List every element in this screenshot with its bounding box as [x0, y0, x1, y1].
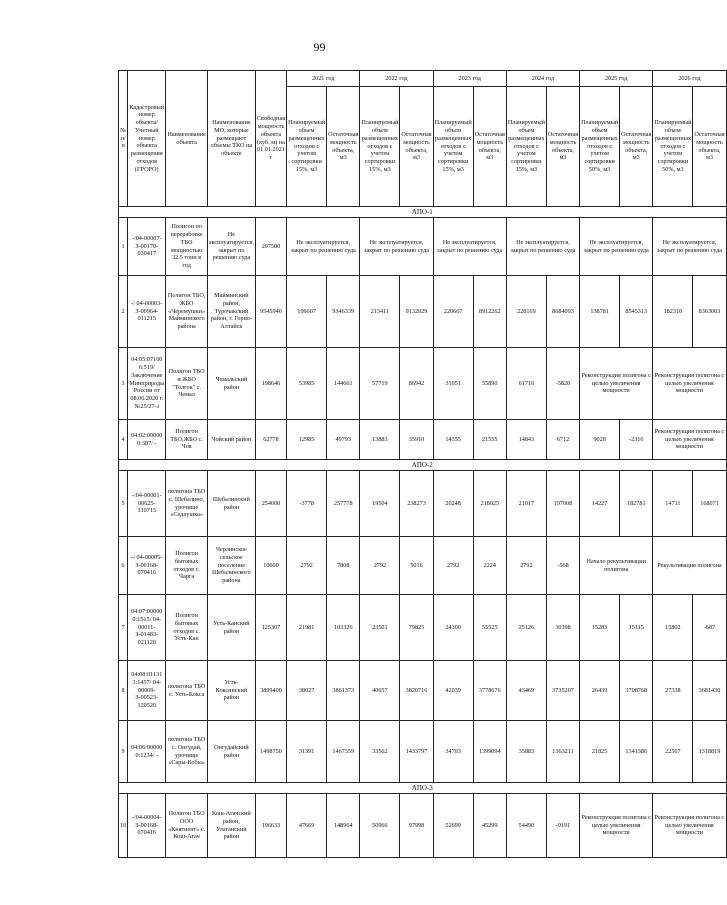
- section-label: АПО-2: [119, 460, 727, 471]
- planned-2022: Планируемый объем размещенных отходов с учетом сортировки 15%, м3: [360, 87, 400, 207]
- row-name: Полигон ТБО ООО «Княтиент» с. Кош-Агач: [166, 794, 208, 858]
- cell: 2792: [287, 537, 327, 595]
- year-2025: 2025 год: [580, 71, 653, 87]
- cell: 57719: [360, 348, 400, 420]
- row-note-2026: Реконструкция полигона с целью увеличения мощности: [653, 420, 726, 460]
- col-free-capacity: Свободная мощность объекта (куб. м) на 01.01.2021 г: [255, 71, 286, 207]
- cell: -5820: [546, 348, 579, 420]
- row-cadastral: 04:07:00000 0:1515/ 04-00011-З-01483-021120: [128, 595, 166, 661]
- cell: 199607: [287, 276, 327, 348]
- row-capacity: 1498750: [255, 721, 286, 783]
- cell: 25126: [506, 595, 546, 661]
- residual-2026: Остаточная мощность объекта, м3: [693, 87, 726, 207]
- row-note-2024: Не эксплуатируется, закрыт по решению суда: [506, 218, 579, 276]
- year-2022: 2022 год: [360, 71, 433, 87]
- cell: 3861373: [327, 661, 360, 721]
- residual-2021: Остаточная мощность объекта, м3: [327, 87, 360, 207]
- row-note-2025: Не эксплуатируется, закрыт по решению суда: [580, 218, 653, 276]
- cell: 13883: [360, 420, 400, 460]
- row-municipality: Чойский район: [207, 420, 255, 460]
- row-note-2026: Не эксплуатируется, закрыт по решению суда: [653, 218, 726, 276]
- row-num: 3: [119, 348, 128, 420]
- cell: 20248: [433, 471, 473, 537]
- row-note-2025: Начало рекультивации полигона: [580, 537, 653, 595]
- cell: 220667: [433, 276, 473, 348]
- row-num: 1: [119, 218, 128, 276]
- cell: 24300: [433, 595, 473, 661]
- cell: 79825: [400, 595, 433, 661]
- cell: 6712: [546, 420, 579, 460]
- row-capacity: 196633: [255, 794, 286, 858]
- cell: 34703: [433, 721, 473, 783]
- cell: -687: [693, 595, 726, 661]
- col-municipality: Наименование МО, которые размещают объемы ТКО на объекте: [207, 71, 255, 207]
- cell: 49793: [327, 420, 360, 460]
- cell: 12985: [287, 420, 327, 460]
- row-note-2025: Реконструкция полигона с целью увеличения мощности: [580, 794, 653, 858]
- row-num: 6: [119, 537, 128, 595]
- waste-facilities-table: [118, 70, 727, 858]
- planned-2021: Планируемый объем размещенных отходов с учетом сортировки 15%, м3: [287, 87, 327, 207]
- cell: 7808: [327, 537, 360, 595]
- cell: 45299: [473, 794, 506, 858]
- row-note-2022: Не эксплуатируется, закрыт по решению суда: [360, 218, 433, 276]
- cell: 9028: [580, 420, 620, 460]
- cell: 33562: [360, 721, 400, 783]
- cell: 1318819: [693, 721, 726, 783]
- planned-2024: Планируемый объем размещенных отходов с учетом сортировки 15%, м3: [506, 87, 546, 207]
- cell: 86942: [400, 348, 433, 420]
- cell: 42039: [433, 661, 473, 721]
- row-capacity: 198646: [255, 348, 286, 420]
- row-cadastral: -/ 04-00005-З-00168-070416: [128, 537, 166, 595]
- cell: 8912262: [473, 276, 506, 348]
- cell: 228169: [506, 276, 546, 348]
- cell: 9346339: [327, 276, 360, 348]
- cell: 2224: [473, 537, 506, 595]
- cell: 182310: [653, 276, 693, 348]
- row-municipality: Кош-Агачский район, Улаганский район: [207, 794, 255, 858]
- row-cadastral: -/04-00004-З-00168-070416: [128, 794, 166, 858]
- table-row: [119, 276, 727, 348]
- cell: 197008: [546, 471, 579, 537]
- cell: 168071: [693, 471, 726, 537]
- cell: 1467359: [327, 721, 360, 783]
- cell: 213411: [360, 276, 400, 348]
- row-municipality: Онгудайский район: [207, 721, 255, 783]
- cell: -568: [546, 537, 579, 595]
- cell: 3820716: [400, 661, 433, 721]
- row-municipality: Не эксплуатируется, закрыт по решению суда: [207, 218, 255, 276]
- row-num: 2: [119, 276, 128, 348]
- row-name: Полигон бытовых отходов с. Усть-Кан: [166, 595, 208, 661]
- cell: 15802: [653, 595, 693, 661]
- cell: 14711: [653, 471, 693, 537]
- cell: 53985: [287, 348, 327, 420]
- row-capacity: 9545946: [255, 276, 286, 348]
- cell: 1363211: [546, 721, 579, 783]
- cell: 238273: [400, 471, 433, 537]
- year-2023: 2023 год: [433, 71, 506, 87]
- row-capacity: 3899400: [255, 661, 286, 721]
- row-cadastral: 04:05:07100 6:519/ Заключение Минприроды России от 08.06.2020 г. №25/27-з: [128, 348, 166, 420]
- cell: 3778676: [473, 661, 506, 721]
- year-2021: 2021 год: [287, 71, 360, 87]
- cell: 103326: [327, 595, 360, 661]
- cell: 14355: [433, 420, 473, 460]
- row-capacity: 297500: [255, 218, 286, 276]
- residual-2025: Остаточная мощность объекта, м3: [620, 87, 653, 207]
- table-row: [119, 218, 727, 276]
- table-row: [119, 595, 727, 661]
- cell: 21981: [287, 595, 327, 661]
- row-num: 10: [119, 794, 128, 858]
- cell: 8684093: [546, 276, 579, 348]
- cell: 144661: [327, 348, 360, 420]
- cell: 14843: [506, 420, 546, 460]
- cell: 22567: [653, 721, 693, 783]
- planned-2023: Планируемый объем размещенных отходов с учетом сортировки 15%, м3: [433, 87, 473, 207]
- row-name: Полигон ТБО,ЖБО с. Чоя: [166, 420, 208, 460]
- row-name: Полигон ТБО, ЖБО «Черемушки» Майминского района: [166, 276, 208, 348]
- table-row: [119, 537, 727, 595]
- cell: 35883: [506, 721, 546, 783]
- cell: 31051: [433, 348, 473, 420]
- row-municipality: Усть-Коксинский район: [207, 661, 255, 721]
- cell: 61710: [506, 348, 546, 420]
- table-row: [119, 420, 727, 460]
- cell: 1341386: [620, 721, 653, 783]
- row-name: Полигон ТБО и ЖБО "Толгок" с. Чемал: [166, 348, 208, 420]
- row-cadastral: 04:02:00000 0:387/ -: [128, 420, 166, 460]
- cell: 138781: [580, 276, 620, 348]
- planned-2025: Планируемый объем размещенных отходов с учетом сортировки 50%, м3: [580, 87, 620, 207]
- cell: 40657: [360, 661, 400, 721]
- cell: 31391: [287, 721, 327, 783]
- cell: 15115: [620, 595, 653, 661]
- table-row: [119, 471, 727, 537]
- cell: -2316: [620, 420, 653, 460]
- cell: 38027: [287, 661, 327, 721]
- cell: 50966: [360, 794, 400, 858]
- row-municipality: Усть-Канский район: [207, 595, 255, 661]
- row-note-2021: Не эксплуатируется, закрыт по решению суда: [287, 218, 360, 276]
- row-cadastral: -/04-00001-00625-310715: [128, 471, 166, 537]
- cell: 55890: [473, 348, 506, 420]
- cell: 2792: [506, 537, 546, 595]
- row-num: 4: [119, 420, 128, 460]
- table-row: [119, 661, 727, 721]
- cell: 23501: [360, 595, 400, 661]
- cell: 35910: [400, 420, 433, 460]
- residual-2022: Остаточная мощность объекта, м3: [400, 87, 433, 207]
- row-num: 9: [119, 721, 128, 783]
- cell: 1433797: [400, 721, 433, 783]
- cell: 21017: [506, 471, 546, 537]
- row-municipality: Черлинское сельское поселение Шебалинского района: [207, 537, 255, 595]
- cell: 27338: [653, 661, 693, 721]
- cell: 218025: [473, 471, 506, 537]
- cell: 30398: [546, 595, 579, 661]
- cell: 3681430: [693, 661, 726, 721]
- cell: -3778: [287, 471, 327, 537]
- row-municipality: Майминский район, Турочакский район, г. Горно-Алтайск: [207, 276, 255, 348]
- cell: 2792: [433, 537, 473, 595]
- cell: 54490: [506, 794, 546, 858]
- row-name: Полигон бытовых отходов с. Чарга: [166, 537, 208, 595]
- page-number: 99: [313, 40, 326, 54]
- cell: 14227: [580, 471, 620, 537]
- section-label: АПО-1: [119, 207, 727, 218]
- cell: 21555: [473, 420, 506, 460]
- cell: 21825: [580, 721, 620, 783]
- row-cadastral: 04:06:00000 0:1234/ -: [128, 721, 166, 783]
- cell: 52699: [433, 794, 473, 858]
- row-name: полигона ТБО с. Усть-Кокса: [166, 661, 208, 721]
- section-label: АПО-3: [119, 783, 727, 794]
- table-row: [119, 721, 727, 783]
- cell: 9132929: [400, 276, 433, 348]
- col-cadastral: Кадастровый номер объекта/ Учетный номер объекта размещения отходов (ГРОРО): [128, 71, 166, 207]
- cell: 19504: [360, 471, 400, 537]
- row-cadastral: 04:08:01131 3:1457/ 04-00009-З-00523-120520: [128, 661, 166, 721]
- planned-2026: Планируемый объем размещенных отходов с учетом сортировки 50%, м3: [653, 87, 693, 207]
- cell: 148964: [327, 794, 360, 858]
- row-name: полигона ТБО с. Шебалино, урочище «Седлушка»: [166, 471, 208, 537]
- year-2026: 2026 год: [653, 71, 726, 87]
- cell: -9191: [546, 794, 579, 858]
- row-num: 8: [119, 661, 128, 721]
- cell: 2792: [360, 537, 400, 595]
- row-note-2025: Реконструкция полигона с целью увеличения мощности: [580, 348, 653, 420]
- row-capacity: 125307: [255, 595, 286, 661]
- cell: 182781: [620, 471, 653, 537]
- residual-2023: Остаточная мощность объекта, м3: [473, 87, 506, 207]
- cell: 15283: [580, 595, 620, 661]
- row-note-2023: Не эксплуатируется, закрыт по решению суда: [433, 218, 506, 276]
- row-note-2026: Реконструкция полигона с целью увеличения мощности: [653, 794, 726, 858]
- col-num: № п/п: [119, 71, 128, 207]
- row-capacity: 62778: [255, 420, 286, 460]
- cell: 43469: [506, 661, 546, 721]
- cell: 3735207: [546, 661, 579, 721]
- row-name: полигона ТБО с. Онгудай, урочище «Сары-Кобы»: [166, 721, 208, 783]
- row-note-2026: Реконструкция полигона с целью увеличения мощности: [653, 348, 726, 420]
- cell: 47669: [287, 794, 327, 858]
- residual-2024: Остаточная мощность объекта, м3: [546, 87, 579, 207]
- row-municipality: Чемальский район: [207, 348, 255, 420]
- row-municipality: Шебалинский район: [207, 471, 255, 537]
- cell: 257778: [327, 471, 360, 537]
- cell: 1399094: [473, 721, 506, 783]
- cell: 26439: [580, 661, 620, 721]
- cell: 8545313: [620, 276, 653, 348]
- table-row: [119, 794, 727, 858]
- row-name: Полигон по переработке ТБО мощностью 32.5 тонн в год: [166, 218, 208, 276]
- year-2024: 2024 год: [506, 71, 579, 87]
- row-cadastral: -/ 04-00003-З-00964-011215: [128, 276, 166, 348]
- col-name: Наименование объекта: [166, 71, 208, 207]
- row-capacity: 10600: [255, 537, 286, 595]
- row-capacity: 254000: [255, 471, 286, 537]
- cell: 8363003: [693, 276, 726, 348]
- table-row: [119, 348, 727, 420]
- cell: 97998: [400, 794, 433, 858]
- cell: 5016: [400, 537, 433, 595]
- cell: 3708768: [620, 661, 653, 721]
- row-num: 5: [119, 471, 128, 537]
- cell: 55525: [473, 595, 506, 661]
- row-num: 7: [119, 595, 128, 661]
- row-cadastral: -/04-00007-З-00170-030417: [128, 218, 166, 276]
- row-note-2026: Рекультивация полигона: [653, 537, 726, 595]
